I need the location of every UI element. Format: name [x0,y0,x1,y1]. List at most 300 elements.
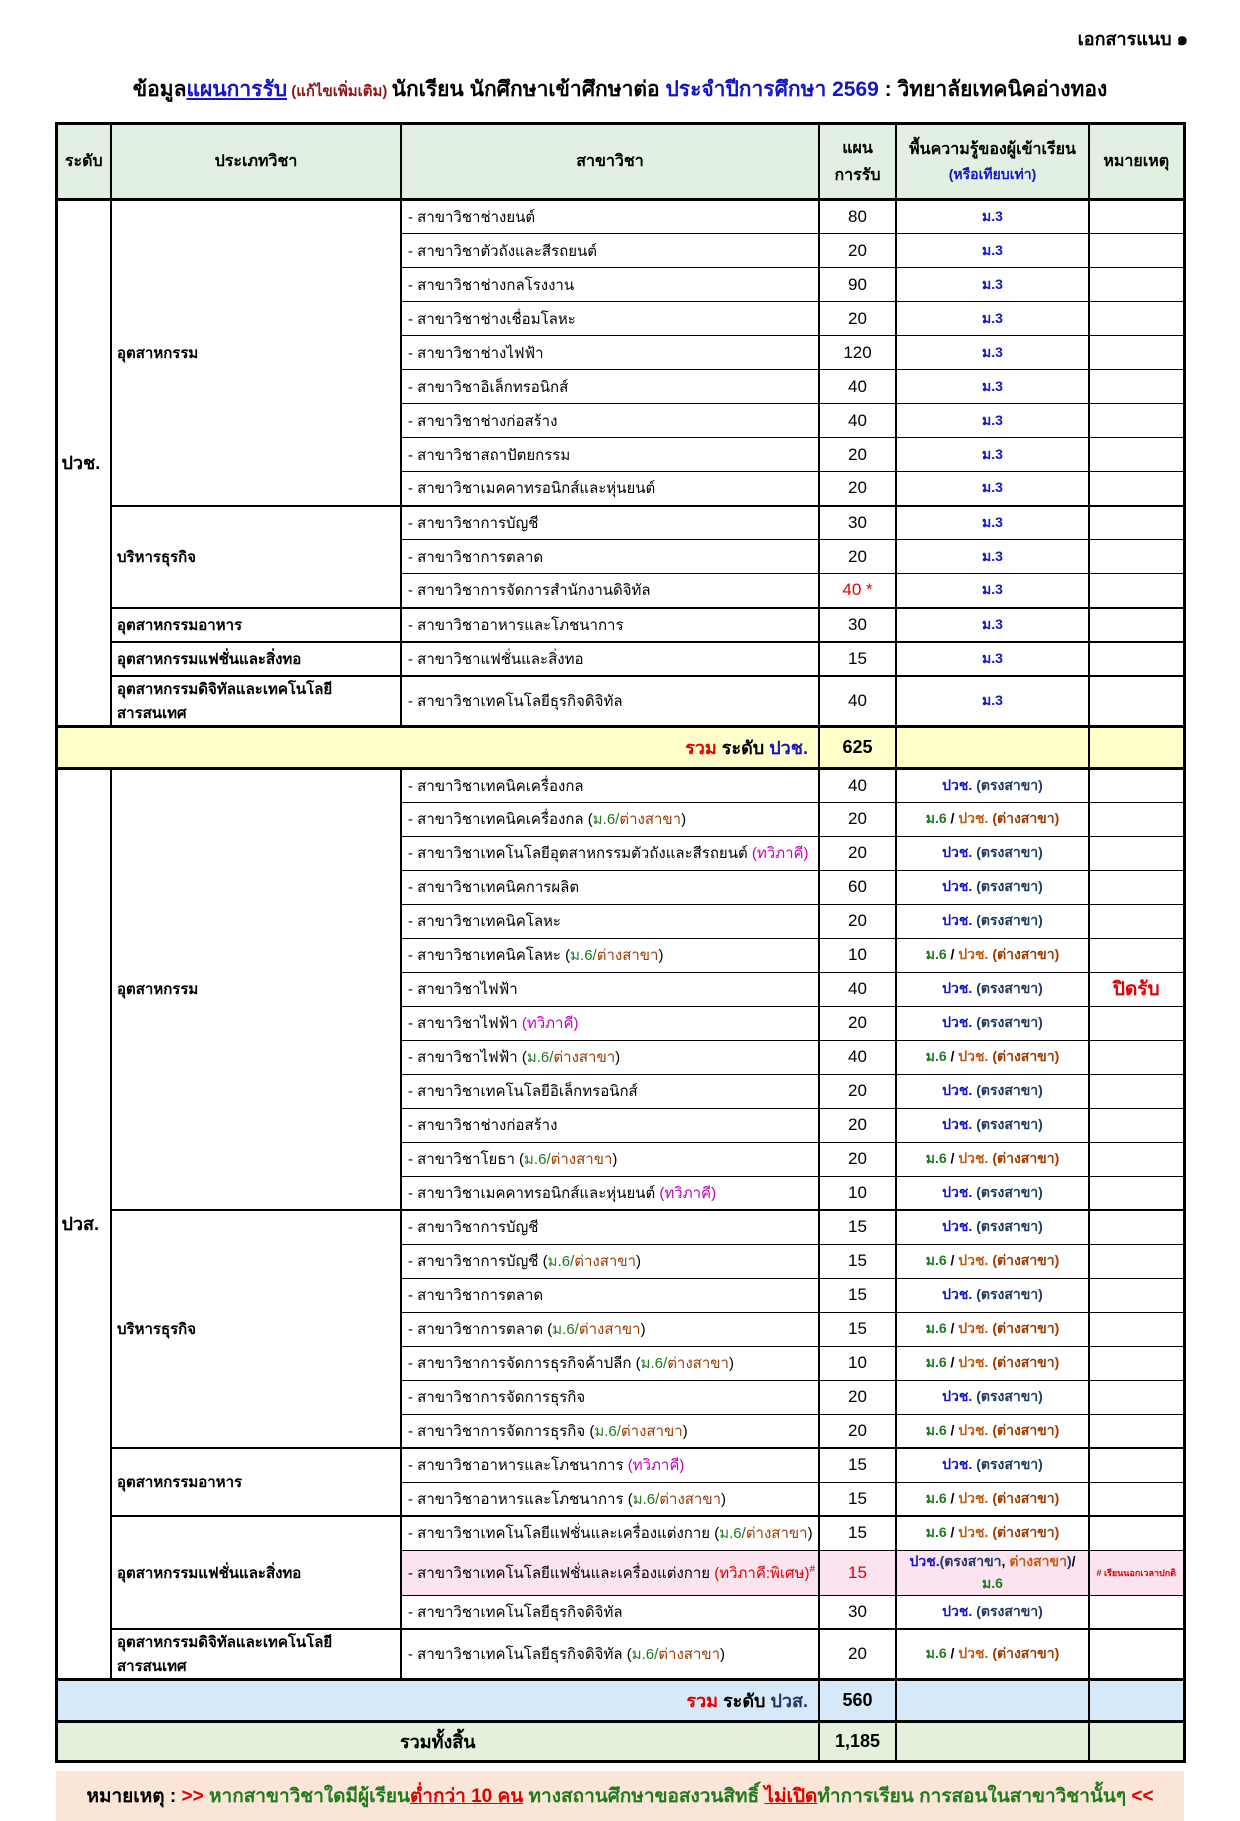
summary-background-cell [896,1680,1089,1722]
background-cell [896,1278,1089,1312]
plan-cell [819,1006,896,1040]
table-row [56,1629,1184,1680]
plan-value: 20 [848,1420,867,1440]
text-segment: - สาขาวิชาการบัญชี [408,514,539,532]
text-segment: - สาขาวิชาช่างกลโรงงาน [408,276,575,294]
text-segment: ม.6 [982,1574,1003,1591]
text-segment: , [1001,1552,1010,1569]
plan-cell [819,1040,896,1074]
background-cell [896,836,1089,870]
text-segment: / [946,1354,959,1370]
text-segment: / [946,946,959,962]
text-segment: ปวช. [958,1320,993,1336]
background-cell [896,1108,1089,1142]
remark-cell [1089,1176,1184,1210]
text-segment: ทางสถานศึกษาขอสงวนสิทธิ์ [523,1786,765,1807]
plan-value: 90 [848,274,867,294]
plan-cell [819,768,896,802]
remark-cell [1089,1595,1184,1629]
program-cell [401,1142,819,1176]
text-segment: - สาขาวิชาเทคโนโลยีแฟชั่นและเครื่องแต่งกาย [408,1525,711,1543]
program-cell [401,336,819,370]
background-cell [896,1629,1089,1680]
text-segment: ม.3 [982,445,1003,462]
background-cell [896,1006,1089,1040]
background-cell [896,1380,1089,1414]
text-segment: (ทวิภาคี) [655,1184,717,1202]
text-segment: ม.3 [982,411,1003,428]
text-segment: - สาขาวิชาการจัดการธุรกิจ [408,1389,586,1406]
plan-cell [819,1074,896,1108]
plan-cell [819,438,896,472]
plan-cell [819,302,896,336]
plan-cell [819,1278,896,1312]
text-segment: ) [615,1049,621,1066]
background-cell [896,768,1089,802]
program-cell [401,1244,819,1278]
text-segment: (ต่างสาขา) [992,946,1060,962]
text-segment: - สาขาวิชาเทคนิคเครื่องกล [408,811,584,828]
plan-cell [819,676,896,727]
text-segment: ม.6 [925,1150,947,1166]
program-cell [401,1312,819,1346]
text-segment: ต่างสาขา [553,1049,616,1066]
remark-cell [1089,608,1184,642]
header-background-line1: พื้นความรู้ของผู้เข้าเรียน [909,141,1076,158]
text-segment: ม.3 [982,377,1003,394]
background-cell [896,676,1089,727]
plan-cell [819,870,896,904]
text-segment: / [946,1320,959,1336]
plan-cell [819,1595,896,1629]
program-cell [401,472,819,506]
text-segment: ( [538,1253,548,1270]
text-segment: - สาขาวิชาช่างไฟฟ้า [408,344,544,362]
background-cell [896,904,1089,938]
text-segment: ) [682,1422,688,1440]
text-segment: / [946,810,959,826]
plan-cell [819,404,896,438]
text-segment: ปวช. [958,1421,993,1438]
text-segment: - สาขาวิชาไฟฟ้า [408,1049,518,1066]
plan-value: 20 [848,478,867,498]
text-segment: ม.6 [925,1421,947,1438]
remark-cell [1089,1550,1184,1595]
background-cell [896,200,1089,234]
text-segment: / [946,1489,959,1506]
text-segment: ต่างสาขา [1009,1552,1067,1569]
text-segment: (ตรงสาขา) [976,1082,1043,1098]
remark-cell [1089,1312,1184,1346]
program-cell [401,1550,819,1595]
plan-value: 30 [848,614,867,634]
plan-value: 30 [848,512,867,532]
text-segment: ม.3 [982,343,1003,360]
plan-value: 15 [848,1523,867,1543]
program-cell [401,1595,819,1629]
remark-cell [1089,768,1184,802]
text-segment: ( [583,811,593,828]
plan-value: 15 [848,1285,867,1304]
program-cell [401,268,819,302]
remark-cell [1089,802,1184,836]
text-segment: - สาขาวิชาเทคนิคเครื่องกล [408,777,584,795]
title-part-5: ประจำปีการศึกษา 2569 [665,78,879,101]
background-cell [896,1482,1089,1516]
summary-remark-cell [1089,726,1184,768]
program-cell [401,200,819,234]
text-segment: ม.6/ [632,1490,660,1508]
page-title [0,73,1240,106]
remark-cell [1089,472,1184,506]
text-segment: ม.3 [982,513,1003,530]
title-part-3: (แก้ไขเพิ่มเติม) [287,83,392,100]
background-cell [896,972,1089,1006]
remark-cell [1089,336,1184,370]
program-cell [401,1414,819,1448]
program-cell [401,574,819,608]
program-cell [401,1176,819,1210]
remark-cell [1089,870,1184,904]
plan-value: 40 [848,775,867,795]
background-cell [896,1312,1089,1346]
background-cell [896,472,1089,506]
text-segment: ( [517,1049,527,1066]
text-segment: ม.6/ [631,1646,659,1663]
text-segment: ( [514,1151,525,1168]
category-cell: อุตสาหกรรมอาหาร [111,1448,401,1516]
text-segment: - สาขาวิชาการตลาด [408,1287,544,1304]
background-cell [896,1210,1089,1244]
text-segment: ระดับ [721,737,770,758]
plan-cell [819,1312,896,1346]
remark-cell [1089,370,1184,404]
text-segment: ต่างสาขา [745,1525,808,1543]
program-cell [401,938,819,972]
text-segment: ม.6/ [547,1253,575,1270]
footnote [56,1771,1184,1821]
plan-value: 20 [848,911,867,930]
remark-cell [1089,1278,1184,1312]
plan-value: 120 [843,342,872,362]
plan-cell [819,506,896,540]
plan-cell [819,1414,896,1448]
text-segment: ม.6 [925,1320,947,1336]
text-segment: - สาขาวิชาเมคคาทรอนิกส์และหุ่นยนต์ [408,1184,656,1202]
plan-cell [819,574,896,608]
table-row [56,642,1184,676]
summary-row [56,1680,1184,1722]
text-segment: ม.3 [982,208,1003,224]
plan-cell [819,1346,896,1380]
text-segment: ต่างสาขา [620,1422,683,1440]
remark-cell [1089,1006,1184,1040]
remark-cell [1089,540,1184,574]
text-segment: ( [543,1321,553,1338]
program-cell [401,438,819,472]
program-cell [401,836,819,870]
plan-cell [819,1629,896,1680]
plan-value: 20 [848,1149,867,1168]
plan-value: 40 * [842,580,873,600]
table-header-row [56,124,1184,200]
text-segment: ปวช. [942,1286,977,1302]
program-cell [401,802,819,836]
program-cell [401,370,819,404]
text-segment: ต่างสาขา [658,1646,721,1663]
program-cell [401,1516,819,1550]
table-row [56,1210,1184,1244]
text-segment: ม.6 [925,1524,947,1541]
plan-value: 40 [848,376,867,396]
admission-plan-table [55,122,1186,1763]
background-cell [896,1595,1089,1629]
plan-cell [819,972,896,1006]
category-cell: อุตสาหกรรม [111,200,401,506]
text-segment: ปวช. [942,878,977,894]
text-segment: (ต่างสาขา) [992,1421,1060,1438]
text-segment: ( [622,1646,632,1663]
category-cell: บริหารธุรกิจ [111,1210,401,1448]
grand-total-row [56,1722,1184,1762]
level-cell: ปวส. [56,768,111,1680]
text-segment: ต่างสาขา [550,1151,613,1168]
remark-cell [1089,1210,1184,1244]
category-cell: อุตสาหกรรมดิจิทัลและเทคโนโลยีสารสนเทศ [111,1629,401,1680]
text-segment: - สาขาวิชาการบัญชี [408,1253,539,1270]
plan-value: 20 [848,1081,867,1100]
text-segment: - สาขาวิชาไฟฟ้า [408,981,518,998]
remark-cell [1089,1516,1184,1550]
text-segment: - สาขาวิชาอาหารและโภชนาการ [408,1457,624,1475]
text-segment: ม.3 [982,581,1003,598]
table-row [56,200,1184,234]
background-cell [896,1244,1089,1278]
text-segment: ม.6 [925,1354,947,1370]
text-segment: ม.6 [925,1645,947,1661]
text-segment: (ตรงสาขา) [976,1286,1043,1302]
text-segment: ) [720,1646,726,1663]
table-row [56,506,1184,540]
plan-value: 10 [848,945,867,964]
text-segment: ม.3 [982,547,1003,564]
remark-cell [1089,234,1184,268]
background-cell [896,802,1089,836]
background-cell [896,336,1089,370]
plan-value: 15 [848,1251,867,1270]
text-segment: - สาขาวิชาตัวถังและสีรถยนต์ [408,242,598,260]
plan-value: 40 [848,1047,867,1066]
text-segment: / [946,1645,959,1661]
text-segment: ปวช. [942,1014,977,1030]
plan-value: 20 [848,1387,867,1406]
program-cell [401,642,819,676]
attachment-label: เอกสารแนบ ๑ [1077,29,1188,49]
plan-value: 15 [848,1455,867,1475]
text-segment: / [946,1524,959,1541]
header-level: ระดับ [56,124,111,200]
text-segment: # [809,1563,816,1575]
text-segment: ) [612,1151,618,1168]
plan-value: 20 [848,1644,867,1663]
plan-cell [819,904,896,938]
text-segment: - สาขาวิชาช่างก่อสร้าง [408,412,558,430]
remark-cell [1089,1346,1184,1380]
text-segment: (ตรงสาขา) [976,980,1043,996]
text-segment: ปวช. [942,844,977,860]
text-segment: - สาขาวิชาการจัดการธุรกิจ [408,1422,586,1440]
background-cell [896,1448,1089,1482]
table-row [56,768,1184,802]
plan-cell [819,1142,896,1176]
program-cell [401,1210,819,1244]
summary-label [56,726,819,768]
text-segment: (ตรงสาขา [939,1552,1002,1569]
remark-cell [1089,506,1184,540]
background-cell [896,1074,1089,1108]
plan-cell [819,1108,896,1142]
remark-cell [1089,1108,1184,1142]
plan-value: 15 [848,1562,867,1582]
summary-value: 560 [819,1680,896,1722]
remark-text: # เรียนนอกเวลาปกติ [1096,1568,1177,1578]
text-segment: ( [623,1490,633,1508]
background-cell [896,268,1089,302]
grand-total-value: 1,185 [819,1722,896,1762]
text-segment: - สาขาวิชาเทคนิคการผลิต [408,879,580,896]
plan-value: 15 [848,1488,867,1508]
remark-cell [1089,1040,1184,1074]
plan-cell [819,642,896,676]
text-segment: ปวช. [958,1354,993,1370]
background-cell [896,506,1089,540]
text-segment: ปวช. [909,1552,940,1569]
text-segment: ม.3 [982,241,1003,258]
text-segment: รวม [686,1691,724,1711]
remark-cell [1089,836,1184,870]
plan-value: 20 [848,240,867,260]
text-segment: (ตรงสาขา) [976,912,1043,928]
category-cell: อุตสาหกรรมอาหาร [111,608,401,642]
plan-value: 30 [848,1601,867,1621]
text-segment: ไม่เปิด [764,1786,818,1807]
category-cell: อุตสาหกรรมแฟชั่นและสิ่งทอ [111,1516,401,1629]
background-cell [896,1516,1089,1550]
text-segment: ม.6 [925,1252,947,1268]
text-segment: ม.3 [982,275,1003,292]
text-segment: ม.6 [925,810,947,826]
text-segment: ม.6/ [552,1321,579,1338]
text-segment: ปวช. [942,1183,977,1200]
text-segment: - สาขาวิชาเทคโนโลยีธุรกิจดิจิทัล [408,1646,623,1663]
remark-cell [1089,302,1184,336]
title-part-2: แผนการรับ [186,78,288,101]
remark-cell [1089,574,1184,608]
title-part-1: ข้อมูล [132,78,187,101]
text-segment: << [1131,1786,1154,1807]
program-cell [401,1006,819,1040]
plan-value: 20 [848,809,867,828]
plan-cell [819,200,896,234]
text-segment: (ตรงสาขา) [976,1116,1043,1132]
text-segment: ต่างสาขา [667,1355,729,1372]
background-cell [896,1176,1089,1210]
program-cell [401,1380,819,1414]
text-segment: ม.6 [925,1048,947,1064]
plan-cell [819,336,896,370]
text-segment: / [946,1048,959,1064]
text-segment: ต่างสาขา [619,811,682,828]
remark-text: ปิดรับ [1112,979,1160,1000]
remark-cell [1089,1142,1184,1176]
header-program: สาขาวิชา [401,124,819,200]
plan-value: 20 [848,1115,867,1134]
text-segment: ม.3 [982,479,1003,496]
text-segment: (ตรงสาขา) [976,1388,1043,1404]
background-cell [896,404,1089,438]
text-segment: ม.6/ [524,1151,551,1168]
text-segment: (ตรงสาขา) [976,1456,1043,1473]
text-segment: ) [807,1525,813,1543]
background-cell [896,1040,1089,1074]
title-part-4: นักเรียน นักศึกษาเข้าศึกษาต่อ [391,78,666,101]
program-cell [401,904,819,938]
summary-label [56,1680,819,1722]
background-cell [896,302,1089,336]
remark-cell [1089,1482,1184,1516]
program-cell [401,1074,819,1108]
program-cell [401,676,819,727]
text-segment: (ตรงสาขา) [976,776,1043,793]
program-cell [401,972,819,1006]
plan-value: 10 [848,1182,867,1202]
text-segment: / [946,1150,959,1166]
text-segment: - สาขาวิชาอิเล็กทรอนิกส์ [408,378,569,396]
text-segment: - สาขาวิชาเทคโนโลยีอุตสาหกรรมตัวถังและสีรถยนต์ [408,845,748,862]
text-segment: ) [640,1321,646,1338]
text-segment: (ตรงสาขา) [976,1218,1043,1235]
text-segment: หากสาขาวิชาใดมีผู้เรียน [209,1786,410,1807]
text-segment: - สาขาวิชาการตลาด [408,548,544,566]
background-cell [896,370,1089,404]
background-cell [896,540,1089,574]
plan-cell [819,1176,896,1210]
grand-total-background-cell [896,1722,1089,1762]
text-segment: ต่างสาขา [596,947,659,964]
text-segment: ) [658,947,664,964]
text-segment: หมายเหตุ : [86,1786,182,1807]
program-cell [401,1040,819,1074]
remark-cell [1089,642,1184,676]
plan-value: 10 [848,1353,867,1372]
plan-value: 15 [848,1319,867,1338]
text-segment: ( [710,1525,720,1543]
text-segment: ปวช. [958,1252,993,1268]
text-segment: - สาขาวิชาแฟชั่นและสิ่งทอ [408,650,584,668]
remark-cell [1089,1629,1184,1680]
plan-cell [819,234,896,268]
text-segment: - สาขาวิชาสถาปัตยกรรม [408,446,571,464]
text-segment: ปวช. [942,1456,977,1473]
background-cell [896,438,1089,472]
header-background [896,124,1089,200]
category-cell: บริหารธุรกิจ [111,506,401,608]
text-segment: - สาขาวิชาเทคโนโลยีธุรกิจดิจิทัล [408,692,623,710]
text-segment: ปวช. [942,912,977,928]
text-segment: ปวส. [770,1691,808,1711]
text-segment: / [946,1421,959,1438]
text-segment: (ต่างสาขา) [992,1489,1060,1506]
